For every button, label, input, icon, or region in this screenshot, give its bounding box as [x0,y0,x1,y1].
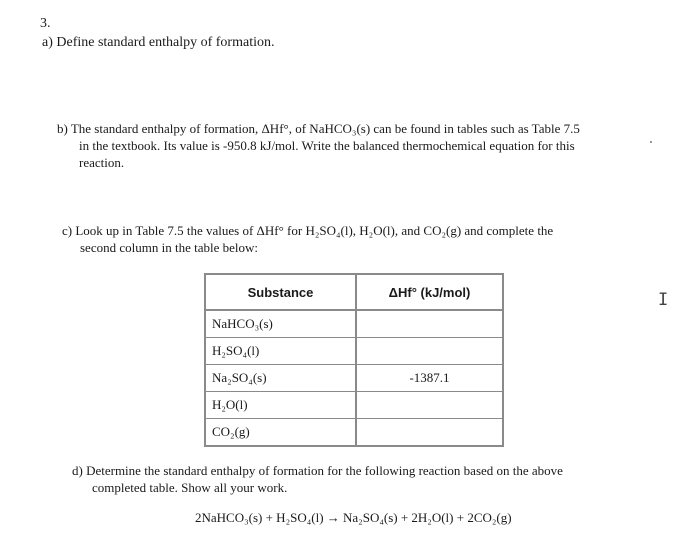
value-cell[interactable] [356,338,503,365]
table-row [205,392,503,419]
part-d-line-1: d) Determine the standard enthalpy of formation for the following reaction based on the above [72,463,563,478]
value-cell[interactable] [356,310,503,338]
substance-cell: CO₂(g) [205,419,356,447]
part-b-line-3: reaction. [79,155,125,170]
value-cell[interactable]: -1387.1 [356,365,503,392]
table-row [205,338,503,365]
substance-cell: H₂SO₄(l) [205,338,356,365]
header-substance: Substance [205,274,356,310]
stray-mark [650,141,652,143]
part-b-line-2: in the textbook. Its value is -950.8 kJ/mol. Write the balanced thermochemical equation for this [79,138,575,153]
part-d-line-2: completed table. Show all your work. [92,480,288,495]
header-enthalpy: ΔHf° (kJ/mol) [356,274,503,310]
part-c-line-2: second column in the table below: [80,240,258,255]
substance-cell: Na₂SO₄(s) [205,365,356,392]
question-number: 3. [40,16,51,31]
part-c-line-1: c) Look up in Table 7.5 the values of ΔHf° for H₂SO₄(l), H₂O(l), and CO₂(g) and complete the [62,223,554,238]
substance-cell: NaHCO₃(s) [205,310,356,338]
table-header-row [205,274,503,310]
table-row [205,310,503,338]
part-b-line-1: b) The standard enthalpy of formation, ΔHf°, of NaHCO₃(s) can be found in tables such as Table 7.5 [57,121,580,136]
table-row [205,365,503,392]
substance-cell: H₂O(l) [205,392,356,419]
table-row [205,419,503,447]
value-cell[interactable] [356,419,503,447]
text-cursor-icon: I [658,290,669,310]
reaction-equation: 2NaHCO₃(s) + H₂SO₄(l) → Na₂SO₄(s) + 2H₂O(l) + 2CO₂(g) [195,510,512,525]
part-a-text: a) Define standard enthalpy of formation. [42,35,275,50]
enthalpy-table [204,273,504,447]
value-cell[interactable] [356,392,503,419]
